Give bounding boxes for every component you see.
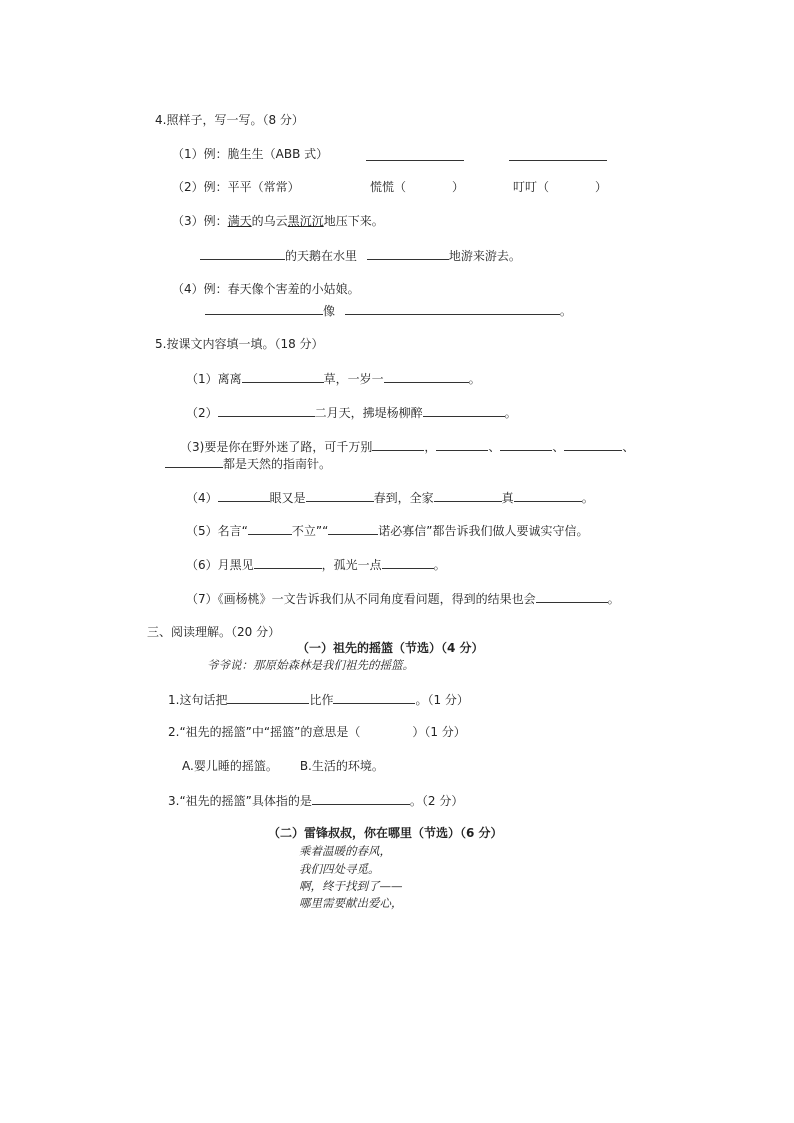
q5-5-blank-b[interactable]: [328, 522, 378, 535]
p1-q2: 2.“祖先的摇篮”中“摇篮”的意思是（ ）（1 分）: [168, 725, 466, 739]
q4-4-line2: 像 。: [205, 302, 572, 319]
q4-4-blank-b[interactable]: [345, 302, 560, 315]
q4-1-label: （1）例：脆生生（ABB 式）: [172, 147, 329, 161]
q4-4-blank-a[interactable]: [205, 302, 323, 315]
poem-line: 哪里需要献出爱心，: [299, 896, 403, 910]
q5-4-blank-d[interactable]: [514, 489, 582, 502]
q4-3-line2: 的天鹅在水里 地游来游去。: [200, 247, 521, 264]
q5-4-blank-a[interactable]: [218, 489, 270, 502]
q5-3-blank-e[interactable]: [165, 455, 223, 468]
q5-6-blank-b[interactable]: [382, 556, 434, 569]
passage2-title: （二）雷锋叔叔，你在哪里（节选）（6 分）: [268, 826, 503, 840]
q5-3-line2: 都是天然的指南针。: [165, 455, 331, 472]
q4-4-example: （4）例：春天像个害羞的小姑娘。: [172, 282, 360, 296]
p1-q3-blank[interactable]: [312, 792, 410, 805]
q5-1-blank-a[interactable]: [242, 370, 324, 383]
q4-3-underline-2: 黑沉沉: [287, 214, 324, 228]
p1-q2-option-a[interactable]: A.婴儿睡的摇篮。: [182, 759, 278, 773]
q5-5-blank-a[interactable]: [248, 522, 292, 535]
q5-3-blank-a[interactable]: [372, 438, 424, 451]
q5-1: （1）离离 草，一岁一 。: [186, 372, 481, 386]
p1-q2-options: [182, 758, 384, 774]
poem-line: 我们四处寻觅。: [299, 862, 380, 876]
q4-title: 4.照样子，写一写。（8 分）: [155, 113, 304, 127]
q5-6: （6）月黑见 ，孤光一点 。: [186, 558, 446, 572]
q4-1-blank-b[interactable]: [509, 148, 607, 161]
q4-2-b: 叮叮（ ）: [513, 180, 608, 194]
q5-5: （5）名言“ 不立”“ 诺必寡信”都告诉我们做人要诚实守信。: [186, 524, 589, 538]
q4-2-a: 慌慌（ ）: [370, 180, 465, 194]
q5-7: （7）《画杨桃》一文告诉我们从不同角度看问题，得到的结果也会 。: [186, 592, 620, 606]
q4-1-blank-a[interactable]: [366, 148, 464, 161]
q4-3-example: （3）例：满天的乌云黑沉沉地压下来。: [172, 214, 384, 228]
q5-1-blank-b[interactable]: [384, 370, 469, 383]
q5-2-blank-a[interactable]: [218, 404, 315, 417]
poem-line: 啊，终于找到了——: [299, 879, 403, 893]
q5-3-blank-c[interactable]: [500, 438, 552, 451]
q5-2-blank-b[interactable]: [423, 404, 505, 417]
p1-q1-blank-a[interactable]: [227, 691, 309, 704]
q5-title: 5.按课文内容填一填。（18 分）: [155, 337, 324, 351]
q4-3-blank-a[interactable]: [200, 247, 285, 260]
q5-6-blank-a[interactable]: [254, 556, 322, 569]
q4-3-blank-b[interactable]: [367, 247, 449, 260]
p1-q1-blank-b[interactable]: [333, 691, 415, 704]
passage1-quote: 爷爷说：那原始森林是我们祖先的摇篮。: [207, 658, 414, 672]
q5-4-blank-c[interactable]: [434, 489, 502, 502]
q5-3: （3)要是你在野外迷了路，可千万别 ， 、 、 、: [180, 440, 635, 454]
q5-4: （4） 眼又是 春到，全家 真 。: [186, 491, 594, 505]
q5-3-blank-d[interactable]: [564, 438, 622, 451]
q5-7-blank[interactable]: [536, 590, 608, 603]
q5-3-blank-b[interactable]: [436, 438, 488, 451]
p1-q1: 1.这句话把 比作 。（1 分）: [168, 693, 469, 707]
q5-2: （2） 二月天，拂堤杨柳醉 。: [186, 406, 517, 420]
p1-q2-option-b[interactable]: B.生活的环境。: [299, 759, 384, 773]
poem-line: 乘着温暖的春风，: [299, 844, 391, 858]
q4-2-label: （2）例：平平（常常）: [172, 180, 300, 194]
q4-3-underline-1: 满天: [227, 214, 252, 228]
q5-4-blank-b[interactable]: [306, 489, 374, 502]
p1-q3: 3.“祖先的摇篮”具体指的是 。（2 分）: [168, 794, 464, 808]
section3-title: 三、阅读理解。（20 分）: [147, 625, 281, 639]
passage1-title: （一）祖先的摇篮（节选）（4 分）: [297, 641, 484, 655]
